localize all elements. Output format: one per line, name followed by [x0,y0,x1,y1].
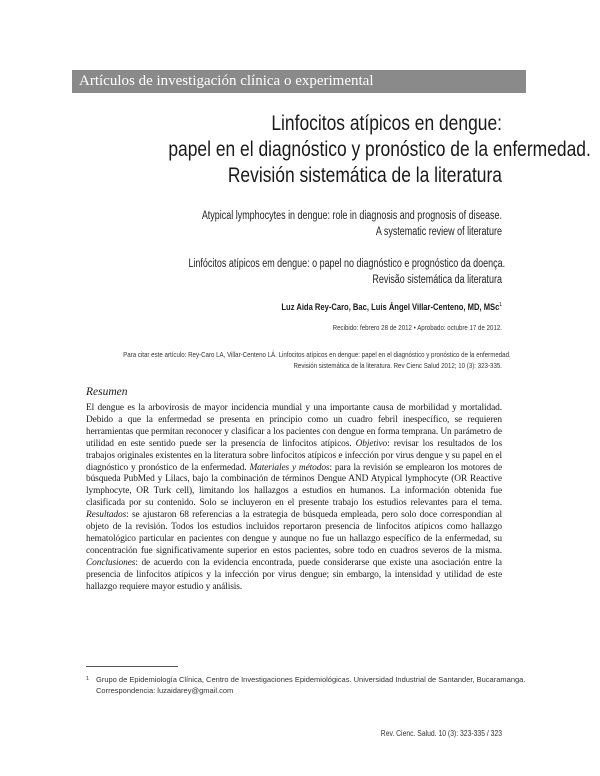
footnote [86,674,526,696]
citation-line: Para citar este artículo: Rey-Caro LA, Villar-Centeno LÁ. Linfocitos atípicos en dengue: papel en el diagnóstico y pronóstico de la enfermedad. [123,350,511,359]
abstract-text [86,403,502,594]
resultados-text: : se ajustaron 68 referencias a la estrategia de búsqueda empleada, pero solo doce correspondían al objeto de la revisión. Todos los estudios incluidos reportaron presencia de linfocitos atípicos como hallazgo hematológico particular en pacientes con dengue y aunque no fue un hallazgo específico de la enfermedad, su concentración fue significativamente superior en estos pacientes, sobre todo en cuadros severos de la misma. [86,510,502,556]
section-header: Artículos de investigación clínica o experimental [72,70,526,93]
title-english-line: A systematic review of literature [375,226,502,238]
title-portuguese-line: Linfócitos atípicos em dengue: o papel no diagnóstico e prognóstico da doença. [188,258,506,270]
article-title [168,111,591,189]
abstract-intro: El dengue es la arbovirosis de mayor incidencia mundial y una importante causa de morbilidad y mortalidad. Debido a que la enfermedad se presenta en principio como un cuadro febril inespecífico, se requieren herramientas que permitan reconocer y clasificar a los pacientes con dengue en forma temprana. Un parámetro de utilidad en este sentido puede ser la presencia de linfocitos atípicos. [86,403,502,449]
abstract-heading: Resumen [86,386,128,398]
title-line: Revisión sistemática de la literatura [227,164,502,187]
authors [180,302,502,313]
footnote-correspondence: Correspondencia: luzaidarey@gmail.com [96,686,234,695]
objetivo-text: : revisar los resultados de los trabajos originales existentes en la literatura sobre linfocitos atípicos e infección por virus dengue y su papel en el diagnóstico y pronóstico de la enfermedad. [86,438,502,473]
footnote-divider [86,666,178,667]
metodos-label: Materiales y métodos [249,462,330,473]
title-line: papel en el diagnóstico y pronóstico de la enfermedad. [168,138,591,161]
title-portuguese [188,256,506,288]
resultados-label: Resultados [86,510,127,521]
objetivo-label: Objetivo [355,438,388,449]
title-line: Linfocitos atípicos en dengue: [271,112,502,135]
footnote-number: 1 [86,676,90,682]
authors-names: Luz Aida Rey-Caro, Bac, Luis Ángel Villar-Centeno, MD, MSc [281,302,500,314]
title-english [188,208,502,240]
conclusiones-label: Conclusiones [86,557,136,568]
authors-affiliation-mark: 1 [499,302,502,308]
received-approved-dates: Recibido: febrero 28 de 2012 • Aprobado: octubre 17 de 2012. [332,323,502,332]
citation [123,349,511,371]
title-portuguese-line: Revisão sistemática da literatura [372,274,502,286]
conclusiones-text: : de acuerdo con la evidencia encontrada, puede considerarse que existe una asociación entre la presencia de linfocitos atípicos y la infección por virus dengue; sin embargo, la intensidad y utilidad de este hallazgo requiere mayor estudio y análisis. [86,557,502,592]
title-english-line: Atypical lymphocytes in dengue: role in diagnosis and prognosis of disease. [201,210,502,222]
metodos-text: : para la revisión se emplearon los motores de búsqueda PubMed y Lilacs, bajo la combinación de términos Dengue AND Atypical lymphocyte (OR Reactive lymphocyte, OR Turk cell), limitando los hallazgos a estudios en humanos. La información obtenida fue clasificada por su contenido. Solo se incluyeron en el presente trabajo los estudios relevantes para el tema. [86,462,503,509]
footnote-affiliation-text: Grupo de Epidemiología Clínica, Centro de Investigaciones Epidemiológicas. Universidad Industrial de Santander, Bucaramanga. [96,675,526,684]
page-footer: Rev. Cienc. Salud. 10 (3): 323-335 / 323 [380,729,502,738]
citation-line: Revisión sistemática de la literatura. Rev Cienc Salud 2012; 10 (3): 323-335. [293,361,502,370]
footnote-affiliation [86,674,526,685]
